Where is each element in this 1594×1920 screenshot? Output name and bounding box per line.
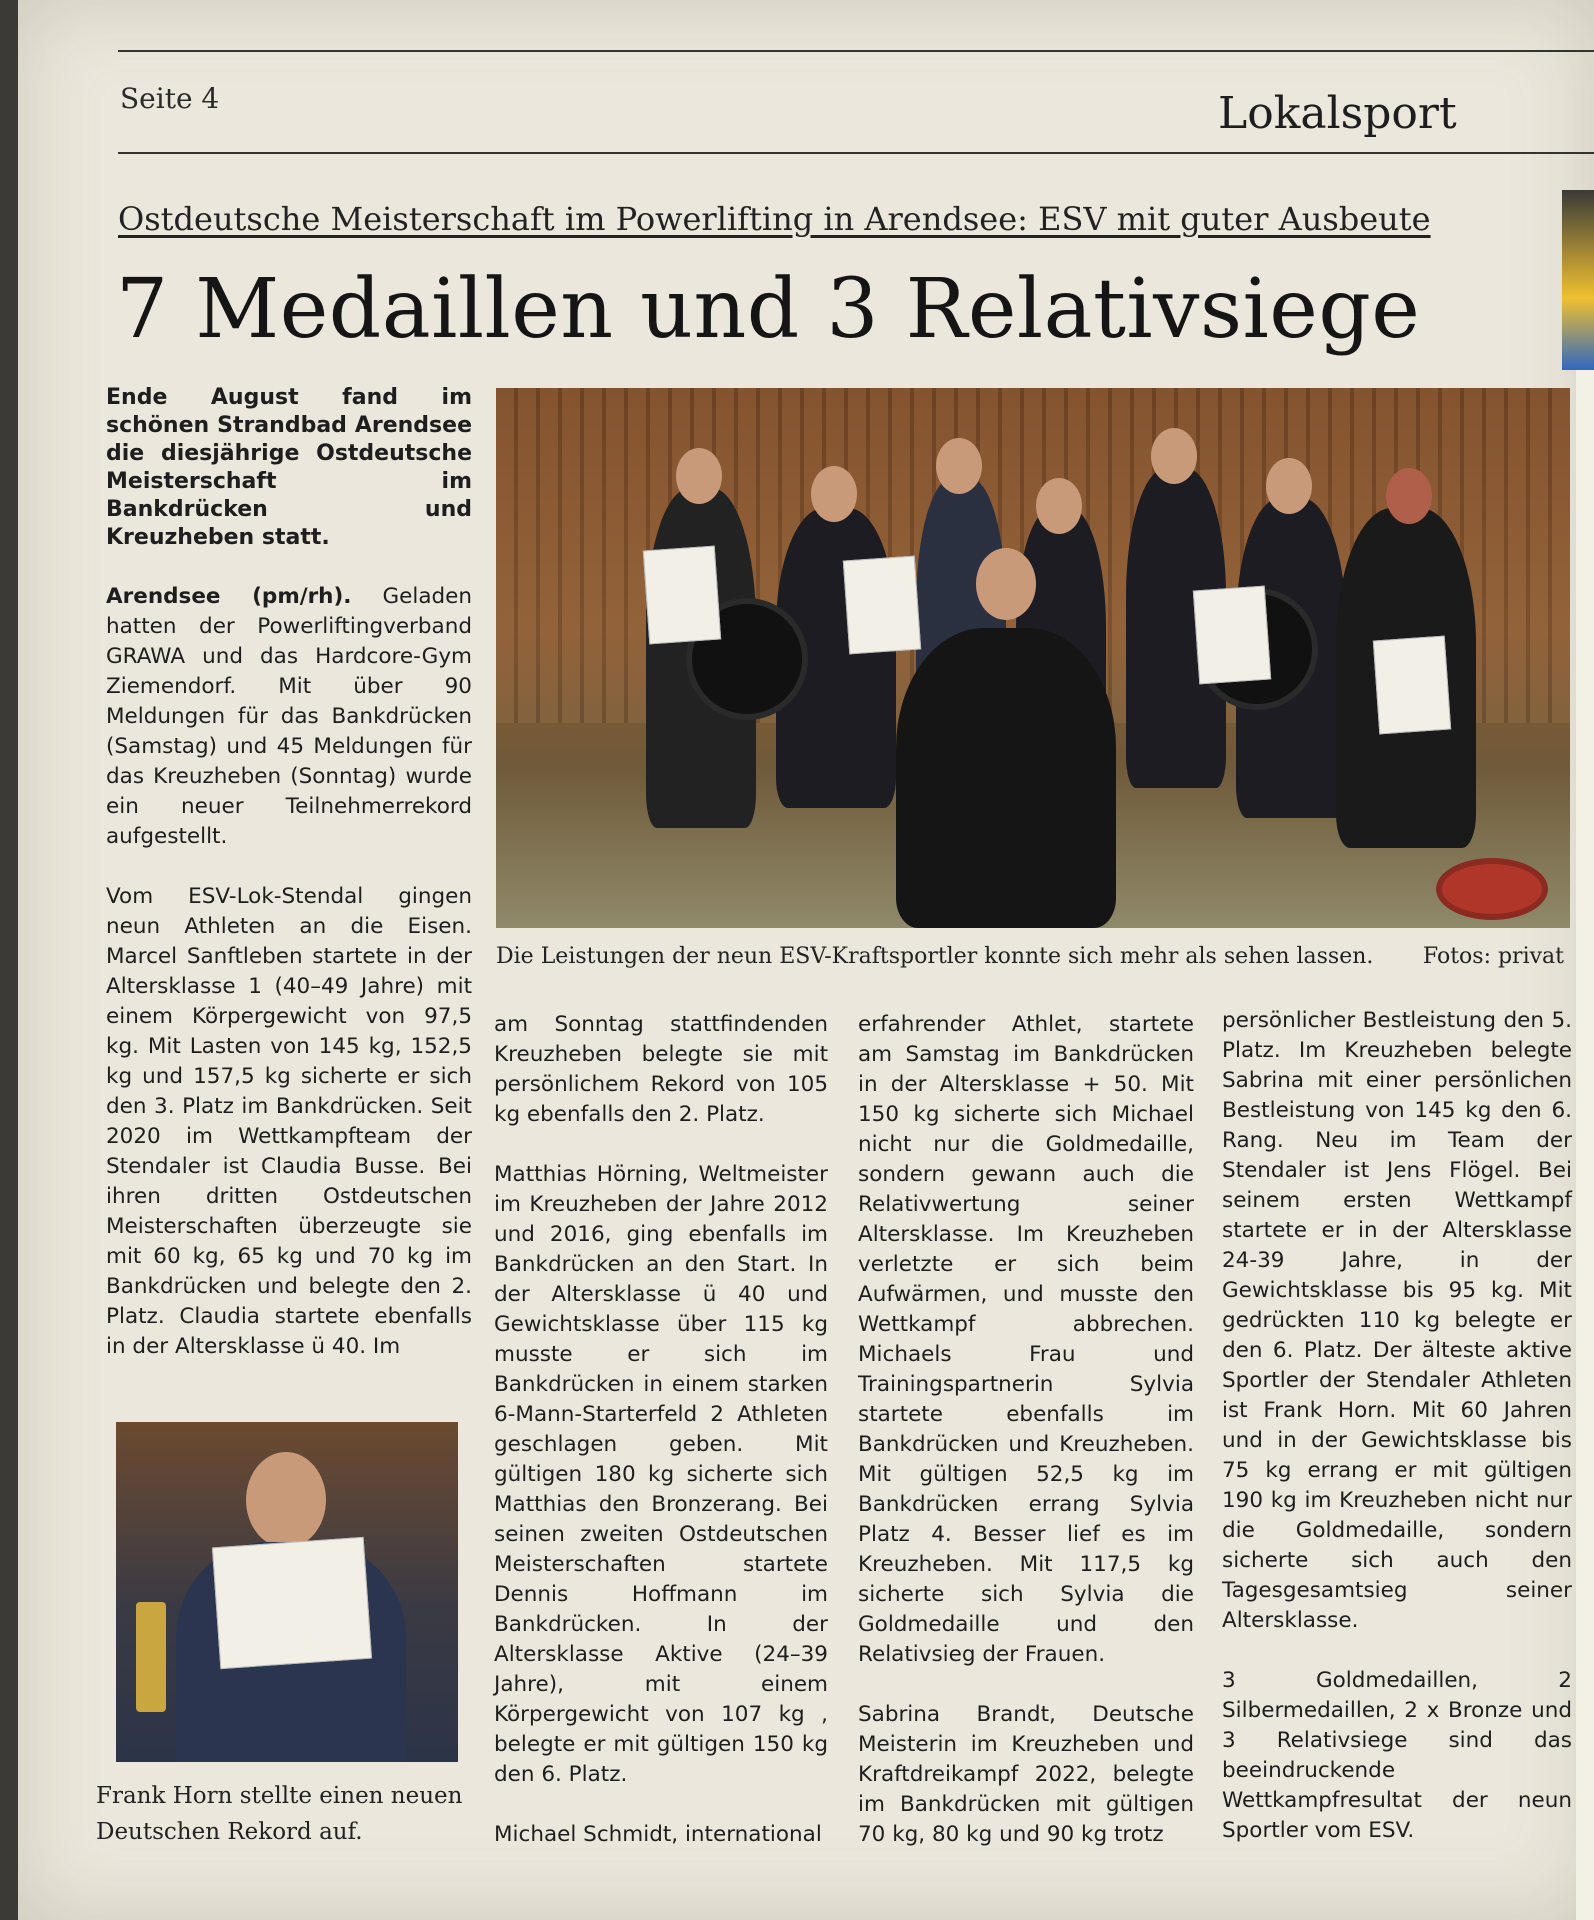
athlete-head	[976, 548, 1036, 620]
small-photo-caption: Frank Horn stellte einen neuen Deutschen Rekord auf.	[96, 1783, 463, 1845]
paragraph-1	[106, 582, 472, 852]
person-head	[246, 1452, 326, 1548]
athlete-head	[1036, 478, 1082, 534]
paragraph-3: am Sonntag stattfindenden Kreuzheben belegte sie mit persönlichem Rekord von 105 kg ebenfalls den 2. Platz.	[494, 1012, 828, 1127]
athlete-head	[811, 466, 857, 522]
photo-caption-text: Die Leistungen der neun ESV-Kraftsportler konnte sich mehr als sehen lassen.	[496, 944, 1374, 969]
column-3	[858, 1010, 1194, 1880]
paragraph-7: Sabrina Brandt, Deutsche Meisterin im Kreuzheben und Kraftdreikampf 2022, belegte im Bankdrücken mit gültigen 70 kg, 80 kg und 90 kg trotz	[858, 1702, 1194, 1847]
article-headline: 7 Medaillen und 3 Relativsiege	[116, 262, 1421, 357]
column-2	[494, 1010, 828, 1880]
adjacent-page-photo	[1562, 190, 1594, 370]
column-4	[1222, 1006, 1572, 1876]
paragraph-4: Matthias Hörning, Weltmeister im Kreuzheben der Jahre 2012 und 2016, ging ebenfalls im Bankdrücken an den Start. In der Altersklasse ü 40 und Gewichtsklasse über 115 kg musste er sich im Bankdrücken in einem starken 6-Mann-Starterfeld 2 Athleten geschlagen geben. Mit gültigen 180 kg sicherte sich Matthias den Bronzerang. Bei seinen zweiten Ostdeutschen Meisterschaften startete Dennis Hoffmann im Bankdrücken. In der Altersklasse Aktive (24–39 Jahre), mit einem Körpergewicht von 107 kg , belegte er mit gültigen 150 kg den 6. Platz.	[494, 1162, 828, 1787]
certificate	[212, 1537, 372, 1669]
paragraph-2: Vom ESV-Lok-Stendal gingen neun Athleten an die Eisen. Marcel Sanftleben startete in der Altersklasse 1 (40–49 Jahre) mit einem Körpergewicht von 97,5 kg. Mit Lasten von 145 kg, 152,5 kg und 157,5 kg sicherte er sich den 3. Platz im Bankdrücken. Seit 2020 im Wettkampfteam der Stendaler ist Claudia Busse. Bei ihren dritten Ostdeutschen Meisterschaften überzeugte sie mit 60 kg, 65 kg und 70 kg im Bankdrücken und belegte den 2. Platz. Claudia startete ebenfalls in der Altersklasse ü 40. Im	[106, 884, 472, 1359]
photo-credit: Fotos: privat	[1422, 944, 1564, 969]
trophy	[136, 1602, 166, 1712]
section-title: Lokalsport	[1218, 88, 1457, 139]
certificate	[643, 546, 721, 645]
certificate	[1373, 636, 1451, 735]
paragraph-8: persönlicher Bestleistung den 5. Platz. Im Kreuzheben belegte Sabrina mit einer persönlichen Bestleistung von 145 kg den 6. Rang. Neu im Team der Stendaler ist Jens Flögel. Bei seinem ersten Wettkampf startete er in der Altersklasse 24-39 Jahre, in der Gewichtsklasse bis 95 kg. Mit gedrückten 110 kg belegte er den 6. Platz. Der älteste aktive Sportler der Stendaler Athleten ist Frank Horn. Mit 60 Jahren und in der Gewichtsklasse bis 75 kg errang er mit gültigen 190 kg im Kreuzheben nicht nur die Goldmedaille, sondern sicherte sich auch den Tagesgesamtsieg seiner Altersklasse.	[1222, 1008, 1572, 1633]
header-rule	[118, 152, 1594, 154]
photo-caption	[496, 944, 1570, 969]
floor-plate	[1436, 858, 1548, 920]
athlete-head	[936, 438, 982, 494]
newspaper-page	[18, 0, 1594, 1920]
certificate	[1193, 586, 1271, 685]
paragraph-9: 3 Goldmedaillen, 2 Silbermedaillen, 2 x Bronze und 3 Relativsiege sind das beeindruckende Wettkampfresultat der neun Sportler vom ESV.	[1222, 1668, 1572, 1843]
athlete-head	[1266, 458, 1312, 514]
paragraph-1-text: Geladen hatten der Powerliftingverband GRAWA und das Hardcore-Gym Ziemendorf. Mit über 90 Meldungen für das Bankdrücken (Samstag) und 45 Meldungen für das Kreuzheben (Sonntag) wurde ein neuer Teilnehmerrekord aufgestellt.	[106, 584, 472, 849]
page-number: Seite 4	[120, 82, 220, 115]
dateline: Arendsee (pm/rh).	[106, 584, 352, 609]
column-1	[106, 384, 472, 1392]
paragraph-6: erfahrender Athlet, startete am Samstag im Bankdrücken in der Altersklasse + 50. Mit 150 kg sicherte sich Michael nicht nur die Goldmedaille, sondern gewann auch die Relativwertung seiner Altersklasse. Im Kreuzheben verletzte er sich beim Aufwärmen, und musste den Wettkampf abbrechen. Michaels Frau und Trainingspartnerin Sylvia startete ebenfalls im Bankdrücken und Kreuzheben. Mit gültigen 52,5 kg im Bankdrücken errang Sylvia Platz 4. Besser lief es im Kreuzheben. Mit 117,5 kg sicherte sich Sylvia die Goldmedaille und den Relativsieg der Frauen.	[858, 1012, 1194, 1667]
athlete-head	[1151, 428, 1197, 484]
paragraph-5: Michael Schmidt, international	[494, 1822, 822, 1847]
kneeling-athlete	[896, 628, 1116, 928]
top-rule	[118, 50, 1594, 52]
article-kicker: Ostdeutsche Meisterschaft im Powerlifting in Arendsee: ESV mit guter Ausbeute	[118, 200, 1431, 238]
athlete-head	[1386, 468, 1432, 524]
certificate	[843, 556, 921, 655]
article-lead: Ende August fand im schönen Strandbad Arendsee die diesjährige Ostdeutsche Meisterschaft im Bankdrücken und Kreuzheben statt.	[106, 385, 472, 550]
team-photo	[496, 388, 1570, 928]
athlete-head	[676, 448, 722, 504]
frank-horn-photo	[116, 1422, 458, 1762]
adjacent-page-edge	[1576, 190, 1594, 1920]
